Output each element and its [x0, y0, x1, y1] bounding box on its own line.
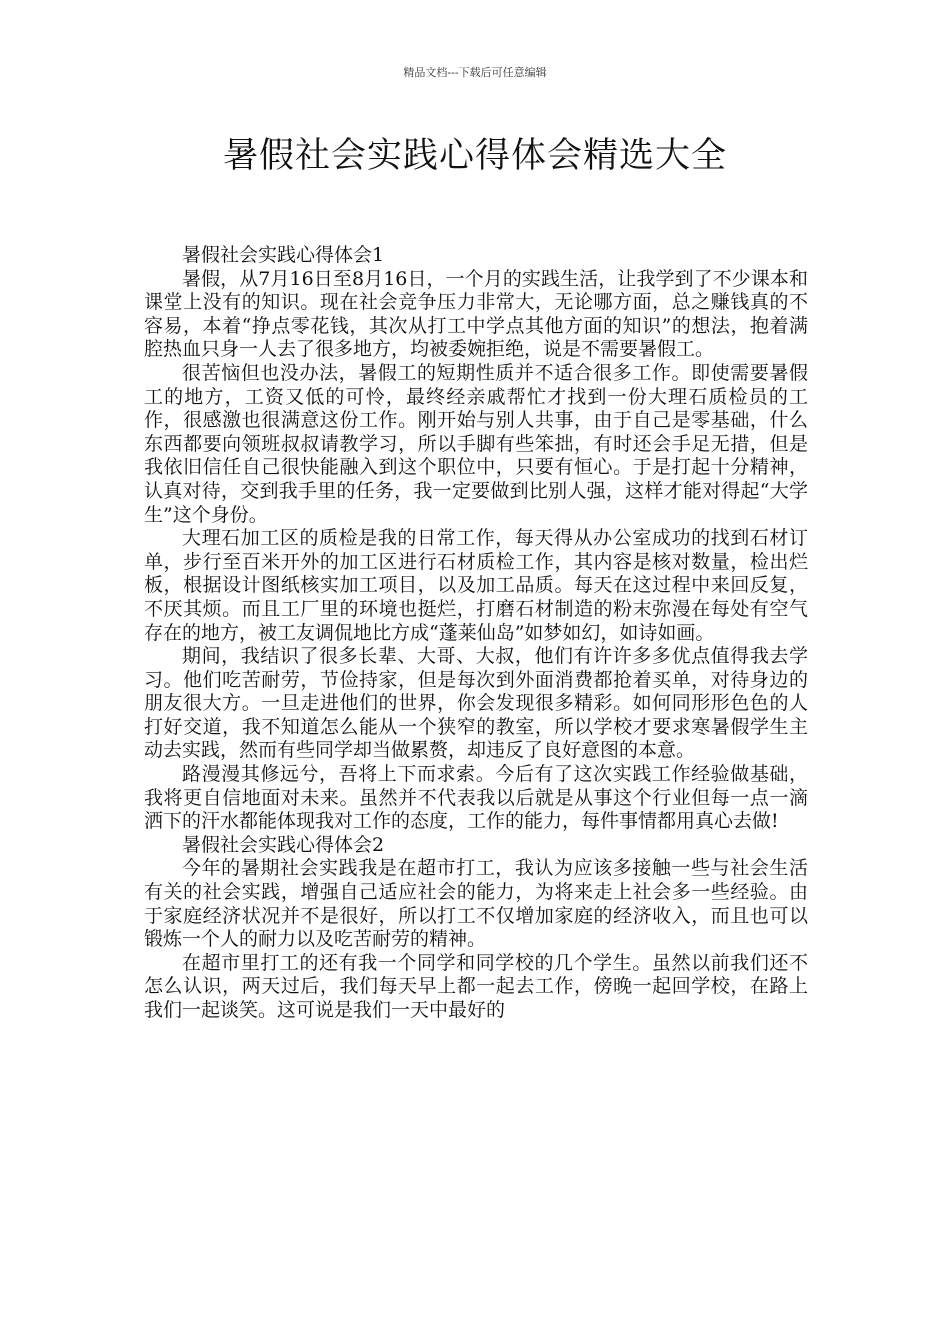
body-paragraph: 很苦恼但也没办法，暑假工的短期性质并不适合很多工作。即使需要暑假工的地方，工资又低的可怜，最终经亲戚帮忙才找到一份大理石质检员的工作，很感激也很满意这份工作。刚开始与别人共事，由于自己是零基础，什么东西都要向领班叔叔请教学习，所以手脚有些笨拙，有时还会手足无措，但是我依旧信任自己很快能融入到这个职位中，只要有恒心。于是打起十分精神，认真对待，交到我手里的任务，我一定要做到比别人强，这样才能对得起“大学生”这个身份。 [144, 361, 808, 526]
body-paragraph: 期间，我结识了很多长辈、大哥、大叔，他们有许许多多优点值得我去学习。他们吃苦耐劳，节俭持家，但是每次到外面消费都抢着买单，对待身边的朋友很大方。一旦走进他们的世界，你会发现很多精彩。如何同形形色色的人打好交道，我不知道怎么能从一个狭窄的教室，所以学校才要求寒暑假学生主动去实践，然而有些同学却当做累赘，却违反了良好意图的本意。 [144, 645, 808, 762]
page-header-note: 精品文档---下载后可任意编辑 [403, 66, 547, 79]
body-paragraph: 暑假，从7月16日至8月16日，一个月的实践生活，让我学到了不少课本和课堂上没有的知识。现在社会竞争压力非常大，无论哪方面，总之赚钱真的不容易，本着“挣点零花钱，其次从打工中学点其他方面的知识”的想法，抱着满腔热血只身一人去了很多地方，均被委婉拒绝，说是不需要暑假工。 [144, 267, 808, 361]
body-paragraph: 路漫漫其修远兮，吾将上下而求索。今后有了这次实践工作经验做基础，我将更自信地面对未来。虽然并不代表我以后就是从事这个行业但每一点一滴洒下的汗水都能体现我对工作的态度，工作的能力，每件事情都用真心去做! [144, 763, 808, 833]
body-paragraph: 在超市里打工的还有我一个同学和同学校的几个学生。虽然以前我们还不怎么认识，两天过后，我们每天早上都一起去工作，傍晚一起回学校，在路上我们一起谈笑。这可说是我们一天中最好的 [144, 951, 808, 1021]
section-heading: 暑假社会实践心得体会1 [182, 244, 385, 266]
body-paragraph: 今年的暑期社会实践我是在超市打工，我认为应该多接触一些与社会生活有关的社会实践，增强自己适应社会的能力，为将来走上社会多一些经验。由于家庭经济状况并不是很好，所以打工不仅增加家庭的经济收入，而且也可以锻炼一个人的耐力以及吃苦耐劳的精神。 [144, 857, 808, 951]
body-paragraph: 大理石加工区的质检是我的日常工作，每天得从办公室成功的找到石材订单，步行至百米开外的加工区进行石材质检工作，其内容是核对数量，检出烂板，根据设计图纸核实加工项目，以及加工品质。每天在这过程中来回反复，不厌其烦。而且工厂里的环境也挺烂，打磨石材制造的粉末弥漫在每处有空气存在的地方，被工友调侃地比方成“蓬莱仙岛”如梦如幻，如诗如画。 [144, 527, 808, 644]
document-body [144, 244, 808, 1023]
section-heading: 暑假社会实践心得体会2 [182, 833, 385, 856]
document-title: 暑假社会实践心得体会精选大全 [222, 136, 727, 176]
